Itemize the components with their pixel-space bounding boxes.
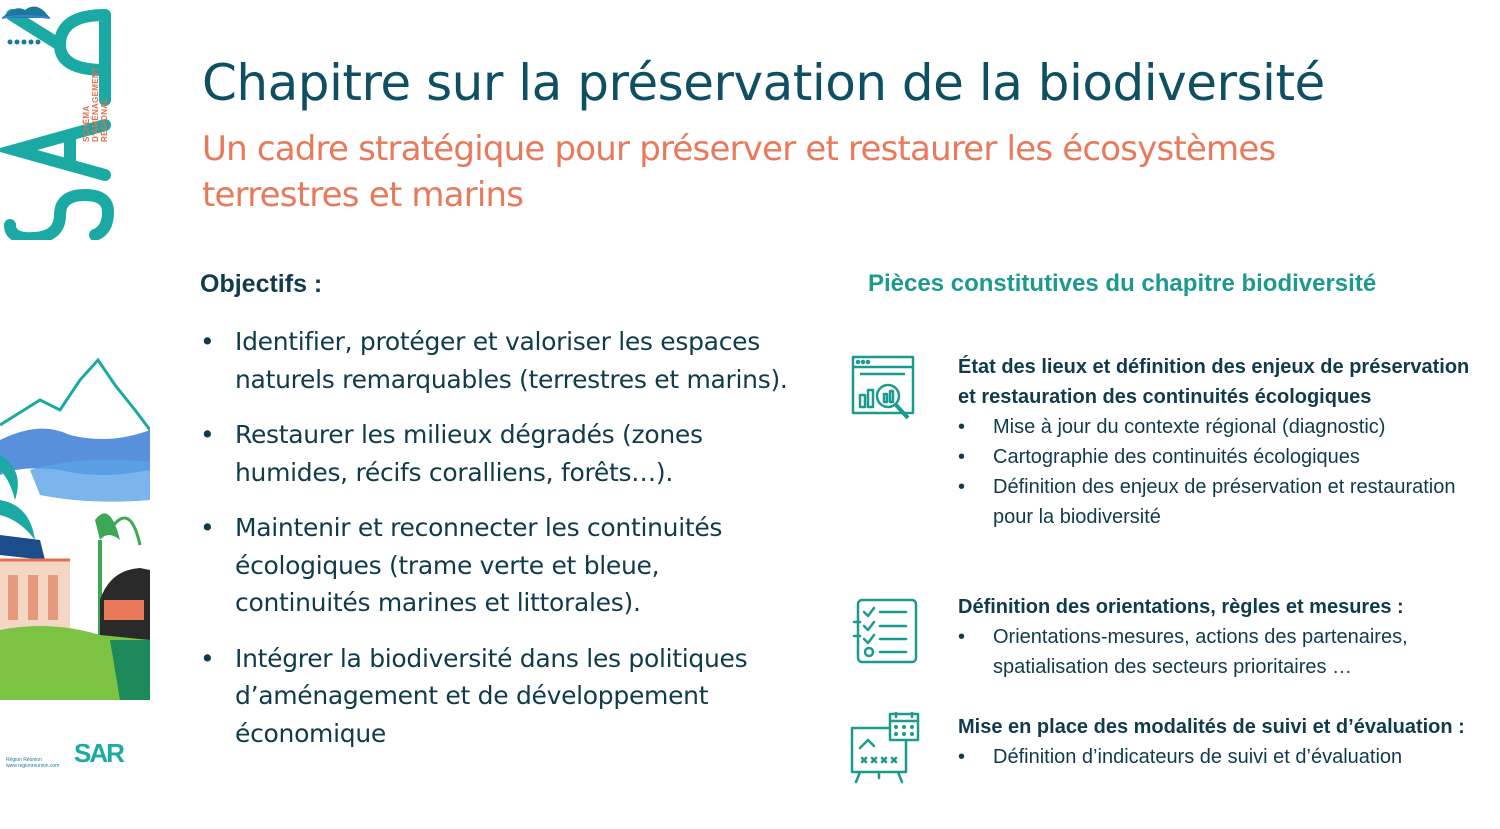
piece-bullet: • Orientations-mesures, actions des partenaires, spatialisation des secteurs prioritaires … bbox=[958, 622, 1488, 682]
analysis-screen-icon bbox=[850, 352, 922, 424]
piece-title: Mise en place des modalités de suivi et d’évaluation : bbox=[958, 716, 1465, 738]
sar-vertical-caption: SCHÉMA D'AMÉNAGEMENT RÉGIONAL bbox=[82, 66, 109, 142]
page-title: Chapitre sur la préservation de la biodiversité bbox=[202, 54, 1325, 112]
checklist-icon bbox=[850, 592, 922, 664]
piece-bullet: • Cartographie des continuités écologiques bbox=[958, 442, 1488, 472]
piece-title: Définition des orientations, règles et mesures : bbox=[958, 596, 1404, 618]
piece-bullet: • Définition d’indicateurs de suivi et d’évaluation bbox=[958, 742, 1488, 772]
side-illustration bbox=[0, 0, 150, 829]
region-caption: Région Réunion www.regionreunion.com bbox=[6, 757, 60, 769]
sar-logo-small: SAR bbox=[74, 738, 123, 768]
pieces-heading: Pièces constitutives du chapitre biodiversité bbox=[868, 270, 1377, 297]
piece-bullet: • Mise à jour du contexte régional (diagnostic) bbox=[958, 412, 1488, 442]
objective-item: • Identifier, protéger et valoriser les espaces naturels remarquables (terrestres et marins). bbox=[200, 323, 800, 398]
piece-bullet: • Définition des enjeux de préservation et restauration pour la biodiversité bbox=[958, 472, 1488, 532]
objective-item: • Restaurer les milieux dégradés (zones humides, récifs coralliens, forêts…). bbox=[200, 416, 800, 491]
objectives-list bbox=[200, 323, 800, 770]
planning-board-icon bbox=[850, 712, 922, 784]
objectives-heading: Objectifs : bbox=[200, 270, 323, 298]
objective-item: • Maintenir et reconnecter les continuités écologiques (trame verte et bleue, continuités marines et littorales). bbox=[200, 509, 800, 622]
region-logo bbox=[0, 0, 140, 50]
objective-item: • Intégrer la biodiversité dans les politiques d’aménagement et de développement économique bbox=[200, 640, 800, 753]
piece-title: État des lieux et définition des enjeux de préservation et restauration des continuités écologiques bbox=[958, 356, 1470, 408]
page-subtitle: Un cadre stratégique pour préserver et restaurer les écosystèmes terrestres et marins bbox=[202, 129, 1276, 215]
